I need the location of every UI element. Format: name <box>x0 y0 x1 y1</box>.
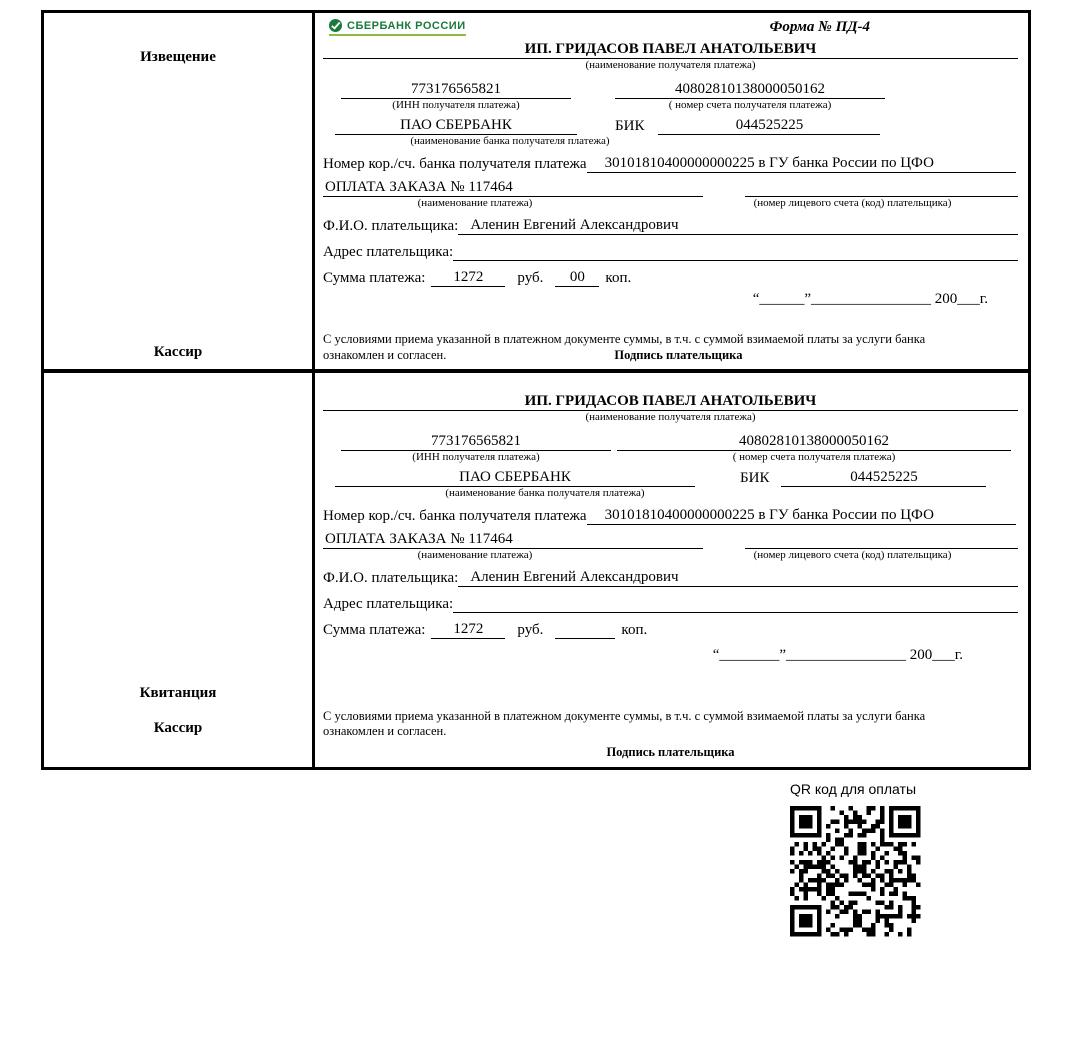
receipt-recipient-name: ИП. ГРИДАСОВ ПАВЕЛ АНАТОЛЬЕВИЧ <box>323 393 1018 411</box>
receipt-payment-name: ОПЛАТА ЗАКАЗА № 117464 <box>323 531 703 549</box>
receipt-bik-value: 044525225 <box>781 469 986 487</box>
receipt-inn-value: 773176565821 <box>341 433 611 451</box>
notice-payer-label: Ф.И.О. плательщика: <box>323 218 459 234</box>
notice-payer-row <box>323 217 1018 235</box>
receipt-address-row <box>323 595 1018 613</box>
receipt-account-value: 40802810138000050162 <box>617 433 1011 451</box>
notice-signature-label: Подпись плательщика <box>614 348 743 362</box>
notice-payer-name: Аленин Евгений Александрович <box>458 217 1018 235</box>
notice-sum-rub: 1272 <box>431 269 505 287</box>
notice-sum-kop: 00 <box>555 269 599 287</box>
receipt-corr-label: Номер кор./сч. банка получателя платежа <box>323 508 587 524</box>
notice-inn-value: 773176565821 <box>341 81 571 99</box>
receipt-rub-label: руб. <box>517 622 544 638</box>
notice-payment-row <box>323 179 1018 197</box>
notice-recipient-row <box>323 41 1018 59</box>
notice-section <box>41 10 1031 371</box>
notice-agreement <box>323 332 1018 363</box>
notice-agreement-line1: С условиями приема указанной в платежном документе суммы, в т.ч. с суммой взимаемой платы за услуги банка <box>323 332 926 347</box>
receipt-corr-value: 30101810400000000225 в ГУ банка России по ЦФО <box>587 507 1016 525</box>
receipt-sum-row <box>323 621 1018 639</box>
notice-stub-title: Извещение <box>140 49 216 65</box>
notice-inn-caption: (ИНН получателя платежа) <box>392 99 520 111</box>
notice-account-caption: ( номер счета получателя платежа) <box>668 99 832 111</box>
notice-personal-account-line <box>745 179 1018 197</box>
notice-inn-account-row <box>323 81 1018 99</box>
receipt-sum-rub: 1272 <box>431 621 505 639</box>
notice-bank-caption: (наименование банка получателя платежа) <box>410 135 610 147</box>
notice-personal-caption: (номер лицевого счета (код) плательщика) <box>753 197 952 209</box>
receipt-account-caption: ( номер счета получателя платежа) <box>732 451 896 463</box>
receipt-bik-label: БИК <box>740 470 770 486</box>
notice-recipient-name: ИП. ГРИДАСОВ ПАВЕЛ АНАТОЛЬЕВИЧ <box>323 41 1018 59</box>
notice-bank-name: ПАО СБЕРБАНК <box>335 117 577 135</box>
receipt-signature-label: Подпись плательщика <box>606 745 735 759</box>
receipt-stub-title: Квитанция <box>139 685 217 701</box>
receipt-personal-account-line <box>745 531 1018 549</box>
receipt-inn-caption: (ИНН получателя платежа) <box>412 451 540 463</box>
notice-corr-label: Номер кор./сч. банка получателя платежа <box>323 156 587 172</box>
notice-address-line <box>453 243 1018 261</box>
notice-sum-label: Сумма платежа: <box>323 270 426 286</box>
receipt-section <box>41 371 1031 770</box>
receipt-payment-caption: (наименование платежа) <box>417 549 533 561</box>
notice-stub <box>44 13 315 369</box>
notice-rub-label: руб. <box>517 270 544 286</box>
receipt-stub <box>44 373 315 767</box>
notice-cashier-label: Кассир <box>153 344 203 360</box>
notice-sum-row <box>323 269 1018 287</box>
notice-bank-row <box>323 117 1018 135</box>
receipt-form-body <box>315 373 1028 767</box>
receipt-inn-account-row <box>323 433 1018 451</box>
receipt-payer-label: Ф.И.О. плательщика: <box>323 570 459 586</box>
qr-code <box>790 806 922 938</box>
receipt-bank-caption: (наименование банка получателя платежа) <box>445 487 645 499</box>
receipt-sum-label: Сумма платежа: <box>323 622 426 638</box>
receipt-payer-name: Аленин Евгений Александрович <box>458 569 1018 587</box>
receipt-agreement-line2: ознакомлен и согласен. <box>323 724 447 739</box>
notice-payment-name: ОПЛАТА ЗАКАЗА № 117464 <box>323 179 703 197</box>
receipt-bank-name: ПАО СБЕРБАНК <box>335 469 695 487</box>
receipt-date-line: “________”________________ 200___г. <box>712 647 963 663</box>
receipt-payer-row <box>323 569 1018 587</box>
receipt-recipient-caption: (наименование получателя платежа) <box>585 411 756 423</box>
receipt-agreement <box>323 709 1018 761</box>
notice-kop-label: коп. <box>605 270 632 286</box>
qr-caption: QR код для оплаты <box>790 781 917 797</box>
sberbank-logo-icon <box>329 19 342 32</box>
receipt-cashier-label: Кассир <box>153 720 203 736</box>
notice-payment-caption: (наименование платежа) <box>417 197 533 209</box>
notice-corr-row <box>323 155 1018 173</box>
receipt-kop-label: коп. <box>621 622 648 638</box>
notice-bik-value: 044525225 <box>658 117 880 135</box>
receipt-bank-row <box>323 469 1018 487</box>
notice-account-value: 40802810138000050162 <box>615 81 885 99</box>
notice-corr-value: 30101810400000000225 в ГУ банка России по ЦФО <box>587 155 1016 173</box>
receipt-address-line <box>453 595 1018 613</box>
receipt-sum-kop <box>555 621 615 639</box>
notice-form-body <box>315 13 1028 369</box>
receipt-address-label: Адрес плательщика: <box>323 596 454 612</box>
notice-address-label: Адрес плательщика: <box>323 244 454 260</box>
sberbank-logo-text: СБЕРБАНК РОССИИ <box>347 19 466 32</box>
receipt-corr-row <box>323 507 1018 525</box>
notice-address-row <box>323 243 1018 261</box>
receipt-payment-row <box>323 531 1018 549</box>
sberbank-logo <box>329 19 466 36</box>
notice-bik-label: БИК <box>615 118 645 134</box>
receipt-personal-caption: (номер лицевого счета (код) плательщика) <box>753 549 952 561</box>
receipt-agreement-line1: С условиями приема указанной в платежном документе суммы, в т.ч. с суммой взимаемой платы за услуги банка <box>323 708 926 723</box>
notice-date-line: “______”________________ 200___г. <box>752 291 988 307</box>
notice-agreement-line2: ознакомлен и согласен. <box>323 348 447 362</box>
form-number-label: Форма № ПД-4 <box>769 19 870 35</box>
notice-recipient-caption: (наименование получателя платежа) <box>585 59 756 71</box>
receipt-recipient-row <box>323 393 1018 411</box>
